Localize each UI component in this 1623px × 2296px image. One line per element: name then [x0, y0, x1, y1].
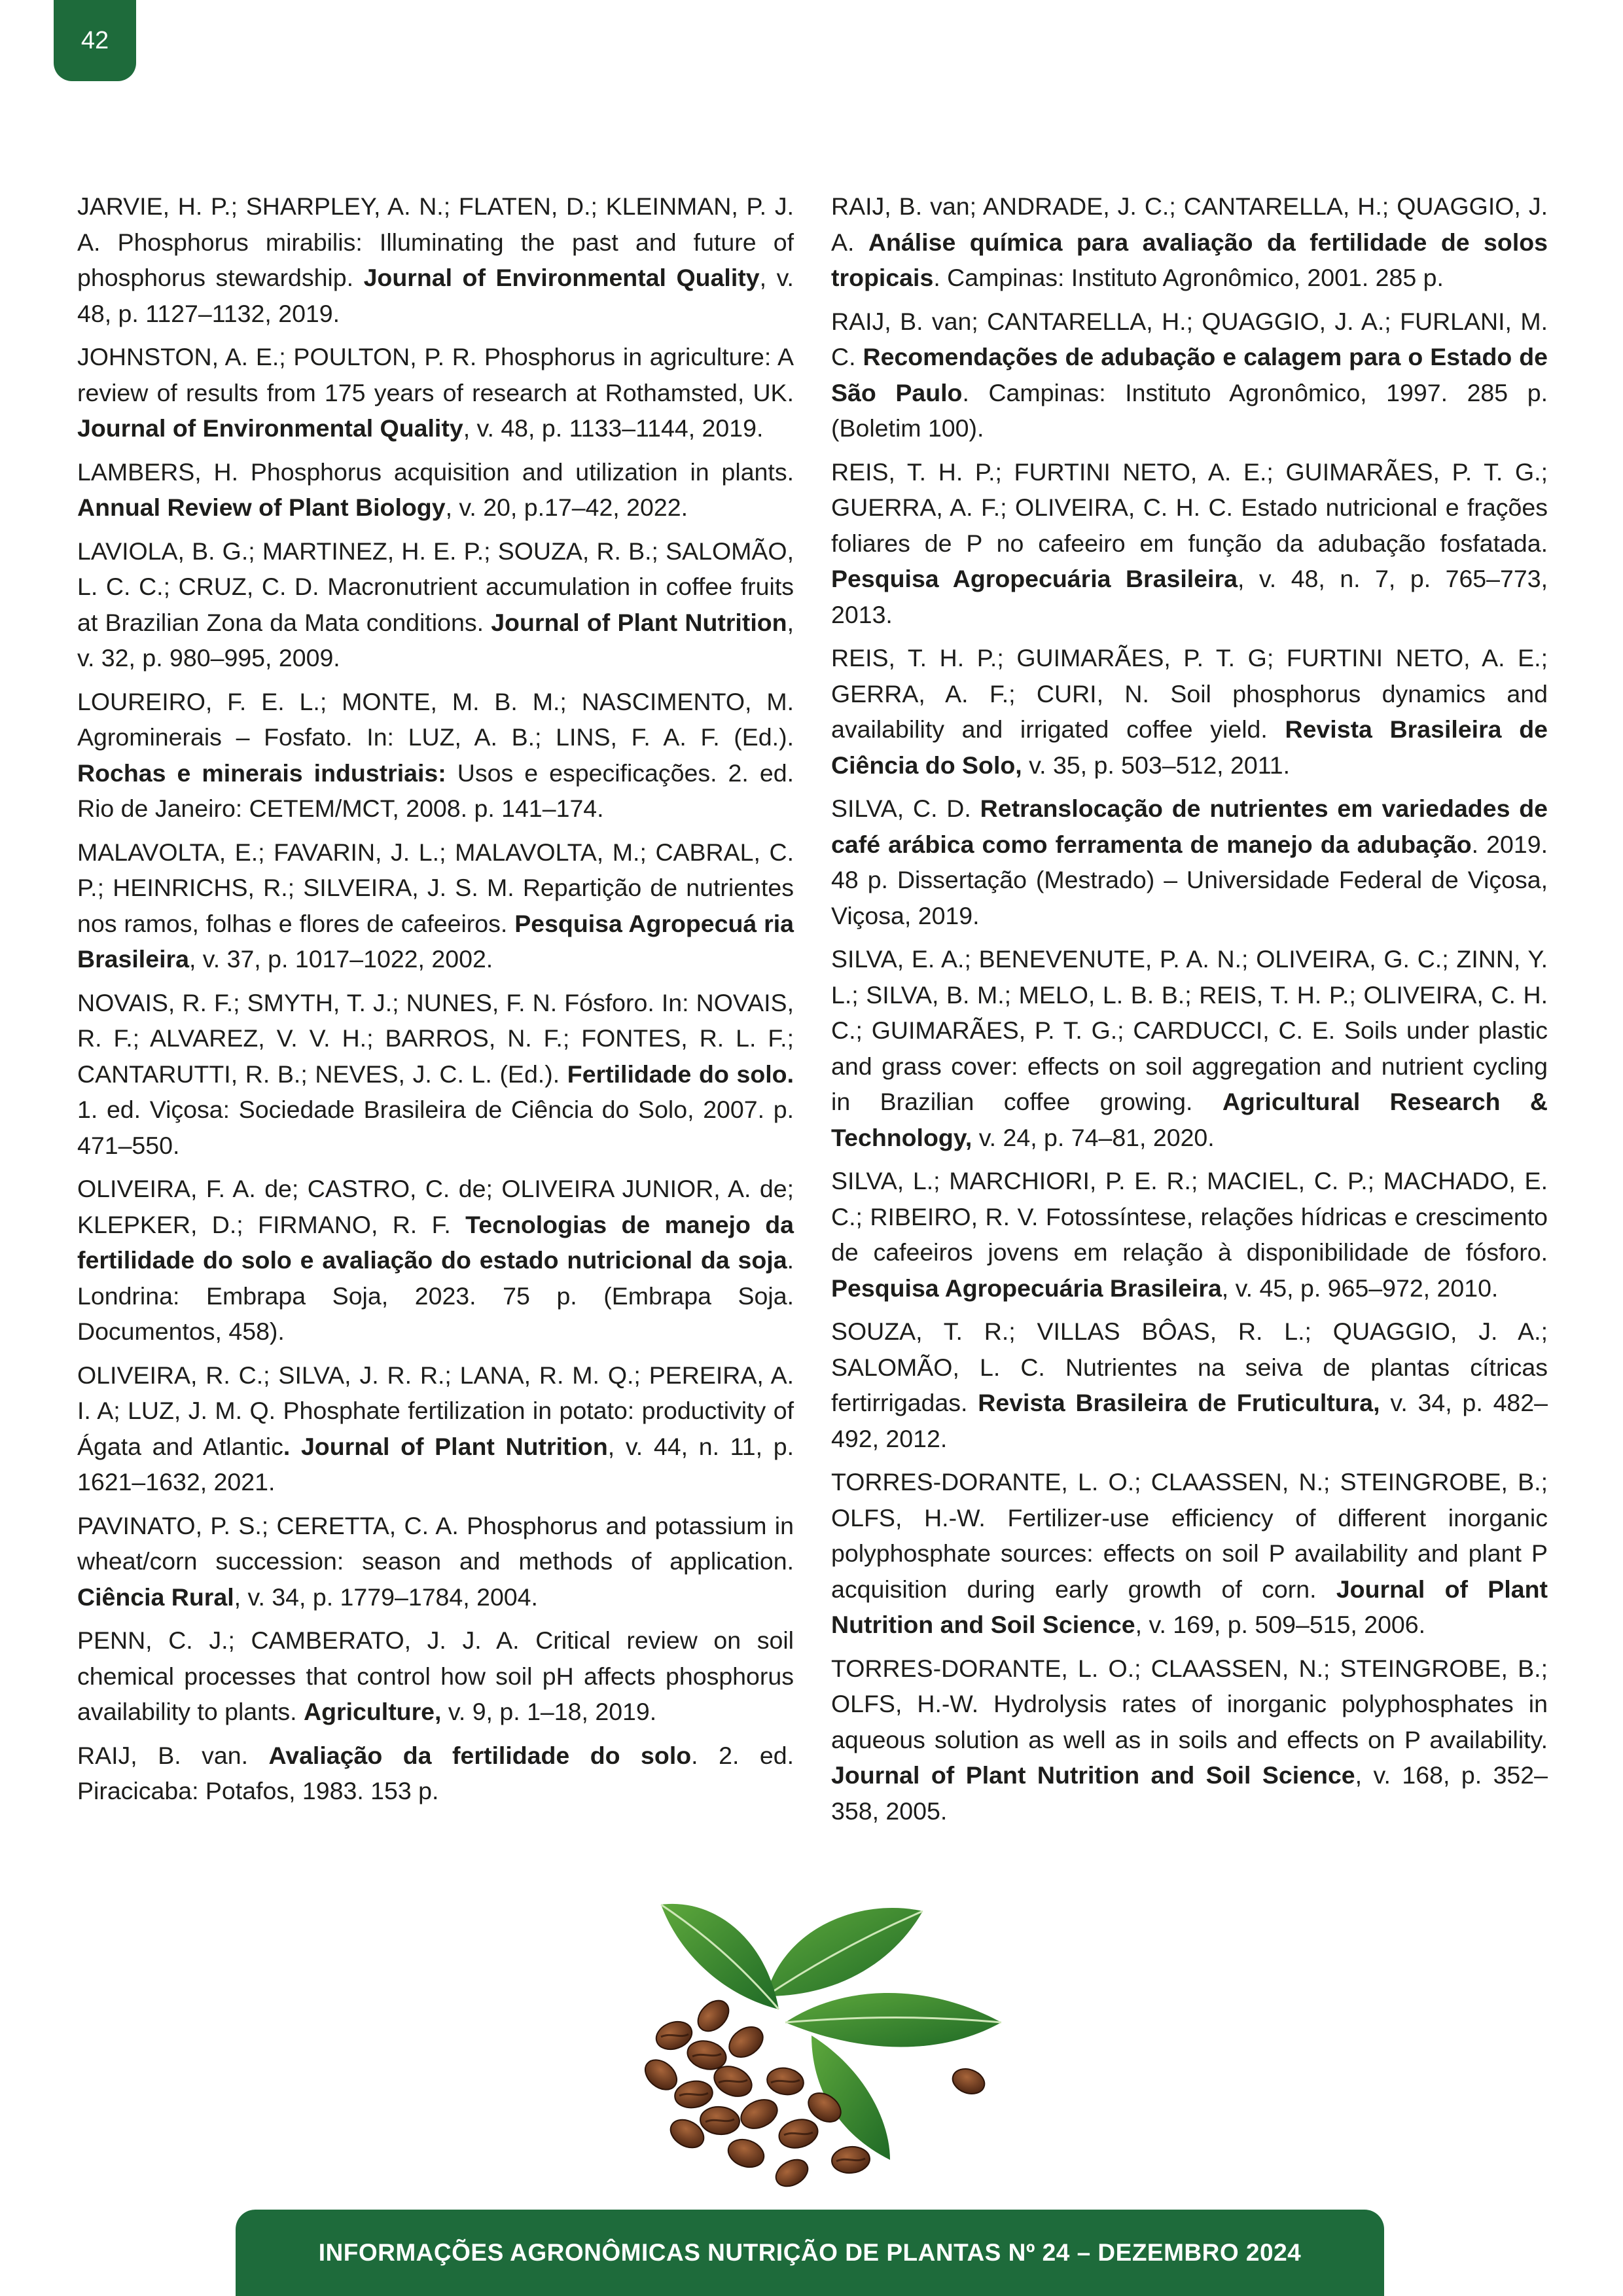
- reference-authors-title: NOVAIS, R. F.; SMYTH, T. J.; NUNES, F. N. Fósforo. In: NOVAIS, R. F.; ALVAREZ, V. V. H.; BARROS, N. F.; FONTES, R. L. F.; CANTARUTTI, R. B.; NEVES, J. C. L. (Ed.).: [77, 988, 794, 1088]
- reference-details: v. 9, p. 1–18, 2019.: [441, 1698, 657, 1725]
- reference-source: Pesquisa Agropecuária Brasileira: [831, 1274, 1222, 1302]
- reference-entry: [77, 1171, 794, 1350]
- reference-authors-title: RAIJ, B. van.: [77, 1741, 269, 1769]
- reference-details: , v. 169, p. 509–515, 2006.: [1135, 1611, 1426, 1638]
- reference-source: Rochas e minerais industriais:: [77, 759, 446, 787]
- references-left-column: [77, 188, 794, 1817]
- reference-details: . Campinas: Instituto Agronômico, 2001. 285 p.: [933, 264, 1444, 291]
- reference-entry: [831, 941, 1548, 1155]
- reference-source: Journal of Plant Nutrition and Soil Science: [831, 1575, 1548, 1638]
- reference-authors-title: JARVIE, H. P.; SHARPLEY, A. N.; FLATEN, D.; KLEINMAN, P. J. A. Phosphorus mirabilis: Illuminating the past and future of phosphorus stewardship.: [77, 192, 794, 291]
- reference-source: Journal of Plant Nutrition and Soil Science: [831, 1761, 1355, 1789]
- reference-source: Journal of Environmental Quality: [77, 414, 463, 442]
- reference-authors-title: REIS, T. H. P.; FURTINI NETO, A. E.; GUIMARÃES, P. T. G.; GUERRA, A. F.; OLIVEIRA, C. H. C. Estado nutricional e frações foliares de P no cafeeiro em função da adubação fosfatada.: [831, 457, 1548, 557]
- reference-details: v. 24, p. 74–81, 2020.: [972, 1123, 1215, 1151]
- reference-details: , v. 48, p. 1133–1144, 2019.: [463, 414, 764, 442]
- reference-authors-title: PENN, C. J.; CAMBERATO, J. J. A. Critical review on soil chemical processes that control how soil pH affects phosphorus availability to plants.: [77, 1626, 794, 1725]
- reference-authors-title: TORRES-DORANTE, L. O.; CLAASSEN, N.; STEINGROBE, B.; OLFS, H.-W. Hydrolysis rates of inorganic polyphosphates in aqueous solution as well as in soils and effects on P availability.: [831, 1654, 1548, 1753]
- reference-source: Pesquisa Agropecuária Brasileira: [831, 565, 1238, 592]
- reference-authors-title: OLIVEIRA, R. C.; SILVA, J. R. R.; LANA, R. M. Q.; PEREIRA, A. I. A; LUZ, J. M. Q. Phosphate fertilization in potato: productivity of Ágata and Atlantic: [77, 1361, 794, 1460]
- reference-entry: [831, 454, 1548, 633]
- reference-entry: [77, 684, 794, 827]
- reference-details: 1. ed. Viçosa: Sociedade Brasileira de Ciência do Solo, 2007. p. 471–550.: [77, 1096, 794, 1159]
- references-right-column: [831, 188, 1548, 1837]
- reference-authors-title: SILVA, C. D.: [831, 795, 980, 822]
- reference-source: Retranslocação de nutrientes em variedades de café arábica como ferramenta de manejo da adubação: [831, 795, 1548, 858]
- reference-source: Tecnologias de manejo da fertilidade do solo e avaliação do estado nutricional da soja: [77, 1210, 794, 1274]
- reference-entry: [831, 791, 1548, 933]
- reference-details: , v. 44, n. 11, p. 1621–1632, 2021.: [77, 1432, 794, 1496]
- reference-details: . 2019. 48 p. Dissertação (Mestrado) – Universidade Federal de Viçosa, Viçosa, 2019.: [831, 830, 1548, 929]
- reference-authors-title: LAMBERS, H. Phosphorus acquisition and utilization in plants.: [77, 457, 794, 486]
- reference-authors-title: MALAVOLTA, E.; FAVARIN, J. L.; MALAVOLTA, M.; CABRAL, C. P.; HEINRICHS, R.; SILVEIRA, J. S. M. Repartição de nutrientes nos ramos, folhas e flores de cafeeiros.: [77, 838, 794, 937]
- reference-source: Revista Brasileira de Ciência do Solo,: [831, 715, 1548, 779]
- reference-authors-title: REIS, T. H. P.; GUIMARÃES, P. T. G; FURTINI NETO, A. E.; GERRA, A. F.; CURI, N. Soil phosphorus dynamics and availability and irrigated coffee yield.: [831, 644, 1548, 743]
- reference-details: , v. 20, p.17–42, 2022.: [445, 493, 688, 521]
- reference-details: , v. 48, n. 7, p. 765–773, 2013.: [831, 565, 1548, 628]
- reference-entry: [77, 1738, 794, 1809]
- reference-authors-title: OLIVEIRA, F. A. de; CASTRO, C. de; OLIVEIRA JUNIOR, A. de; KLEPKER, D.; FIRMANO, R. F.: [77, 1175, 794, 1238]
- reference-source: Recomendações de adubação e calagem para o Estado de São Paulo: [831, 343, 1548, 406]
- reference-authors-title: RAIJ, B. van; ANDRADE, J. C.; CANTARELLA, H.; QUAGGIO, J. A.: [831, 192, 1548, 256]
- reference-source: Avaliação da fertilidade do solo: [268, 1741, 692, 1769]
- reference-entry: [77, 1623, 794, 1730]
- reference-details: , v. 168, p. 352–358, 2005.: [831, 1761, 1548, 1825]
- reference-source: Journal of Environmental Quality: [363, 264, 760, 291]
- reference-entry: [77, 188, 794, 331]
- reference-details: . 2. ed. Piracicaba: Potafos, 1983. 153 p.: [77, 1741, 794, 1804]
- reference-details: . Campinas: Instituto Agronômico, 1997. 285 p. (Boletim 100).: [831, 378, 1548, 442]
- reference-authors-title: SOUZA, T. R.; VILLAS BÔAS, R. L.; QUAGGIO, J. A.; SALOMÃO, L. C. Nutrientes na seiva de plantas cítricas fertirrigadas.: [831, 1318, 1548, 1416]
- reference-details: v. 34, p. 482–492, 2012.: [831, 1389, 1548, 1452]
- reference-entry: [831, 304, 1548, 446]
- reference-entry: [77, 1357, 794, 1500]
- reference-source: Annual Review of Plant Biology: [77, 493, 446, 521]
- reference-entry: [77, 339, 794, 446]
- reference-source: Agriculture,: [304, 1698, 442, 1725]
- reference-authors-title: LAVIOLA, B. G.; MARTINEZ, H. E. P.; SOUZA, R. B.; SALOMÃO, L. C. C.; CRUZ, C. D. Macronutrient accumulation in coffee fruits at Brazilian Zona da Mata conditions.: [77, 537, 794, 636]
- coffee-beans-and-leaves-illustration: [615, 1885, 1021, 2193]
- reference-details: , v. 32, p. 980–995, 2009.: [77, 608, 794, 672]
- reference-entry: [77, 985, 794, 1164]
- reference-source: Análise química para avaliação da fertilidade de solos tropicais: [831, 228, 1548, 291]
- reference-details: , v. 37, p. 1017–1022, 2002.: [188, 945, 493, 973]
- reference-entry: [831, 1314, 1548, 1456]
- reference-authors-title: PAVINATO, P. S.; CERETTA, C. A. Phosphorus and potassium in wheat/corn succession: season and methods of application.: [77, 1511, 794, 1575]
- reference-entry: [77, 533, 794, 676]
- reference-details: , v. 45, p. 965–972, 2010.: [1221, 1274, 1499, 1302]
- reference-source: Fertilidade do solo.: [567, 1060, 794, 1088]
- reference-source: Agricultural Research & Technology,: [831, 1088, 1548, 1151]
- reference-source: . Journal of Plant Nutrition: [283, 1432, 608, 1460]
- reference-details: , v. 48, p. 1127–1132, 2019.: [77, 264, 794, 327]
- reference-entry: [831, 188, 1548, 296]
- reference-details: . Londrina: Embrapa Soja, 2023. 75 p. (Embrapa Soja. Documentos, 458).: [77, 1246, 794, 1345]
- page-number-badge: [54, 0, 136, 81]
- reference-entry: [77, 454, 794, 526]
- footer-banner: [236, 2210, 1384, 2296]
- footer-text: INFORMAÇÕES AGRONÔMICAS NUTRIÇÃO DE PLANTAS Nº 24 – DEZEMBRO 2024: [318, 2239, 1302, 2266]
- reference-authors-title: SILVA, L.; MARCHIORI, P. E. R.; MACIEL, C. P.; MACHADO, E. C.; RIBEIRO, R. V. Fotossíntese, relações hídricas e crescimento de cafeeiros jovens em relação à disponibilidade de fósforo.: [831, 1167, 1548, 1266]
- page-number: 42: [80, 26, 109, 54]
- reference-authors-title: LOUREIRO, F. E. L.; MONTE, M. B. M.; NASCIMENTO, M. Agrominerais – Fosfato. In: LUZ, A. B.; LINS, F. A. F. (Ed.).: [77, 687, 794, 751]
- reference-details: , v. 34, p. 1779–1784, 2004.: [234, 1583, 538, 1611]
- reference-entry: [831, 1163, 1548, 1306]
- reference-details: v. 35, p. 503–512, 2011.: [1022, 751, 1291, 779]
- reference-source: Pesquisa Agropecuá ria Brasileira: [77, 909, 794, 973]
- reference-authors-title: JOHNSTON, A. E.; POULTON, P. R. Phosphorus in agriculture: A review of results from 175 years of research at Rothamsted, UK.: [77, 343, 794, 406]
- reference-entry: [831, 640, 1548, 783]
- reference-source: Revista Brasileira de Fruticultura,: [978, 1389, 1380, 1416]
- reference-authors-title: SILVA, E. A.; BENEVENUTE, P. A. N.; OLIVEIRA, G. C.; ZINN, Y. L.; SILVA, B. M.; MELO, L. B. B.; REIS, T. H. P.; OLIVEIRA, C. H. C.; GUIMARÃES, P. T. G.; CARDUCCI, C. E. Soils under plastic and grass cover: effects on soil aggregation and nutrient cycling in Brazilian coffee growing.: [831, 945, 1548, 1115]
- reference-authors-title: RAIJ, B. van; CANTARELLA, H.; QUAGGIO, J. A.; FURLANI, M. C.: [831, 307, 1548, 370]
- reference-entry: [77, 834, 794, 977]
- reference-entry: [831, 1651, 1548, 1829]
- reference-entry: [831, 1464, 1548, 1643]
- reference-authors-title: TORRES-DORANTE, L. O.; CLAASSEN, N.; STEINGROBE, B.; OLFS, H.-W. Fertilizer-use efficiency of different inorganic polyphosphate sources: effects on soil P availability and plant P acquisition during early growth of corn.: [831, 1468, 1548, 1603]
- reference-entry: [77, 1508, 794, 1615]
- reference-source: Journal of Plant Nutrition: [491, 608, 787, 636]
- reference-source: Ciência Rural: [77, 1583, 234, 1611]
- reference-details: Usos e especificações. 2. ed. Rio de Janeiro: CETEM/MCT, 2008. p. 141–174.: [77, 759, 794, 822]
